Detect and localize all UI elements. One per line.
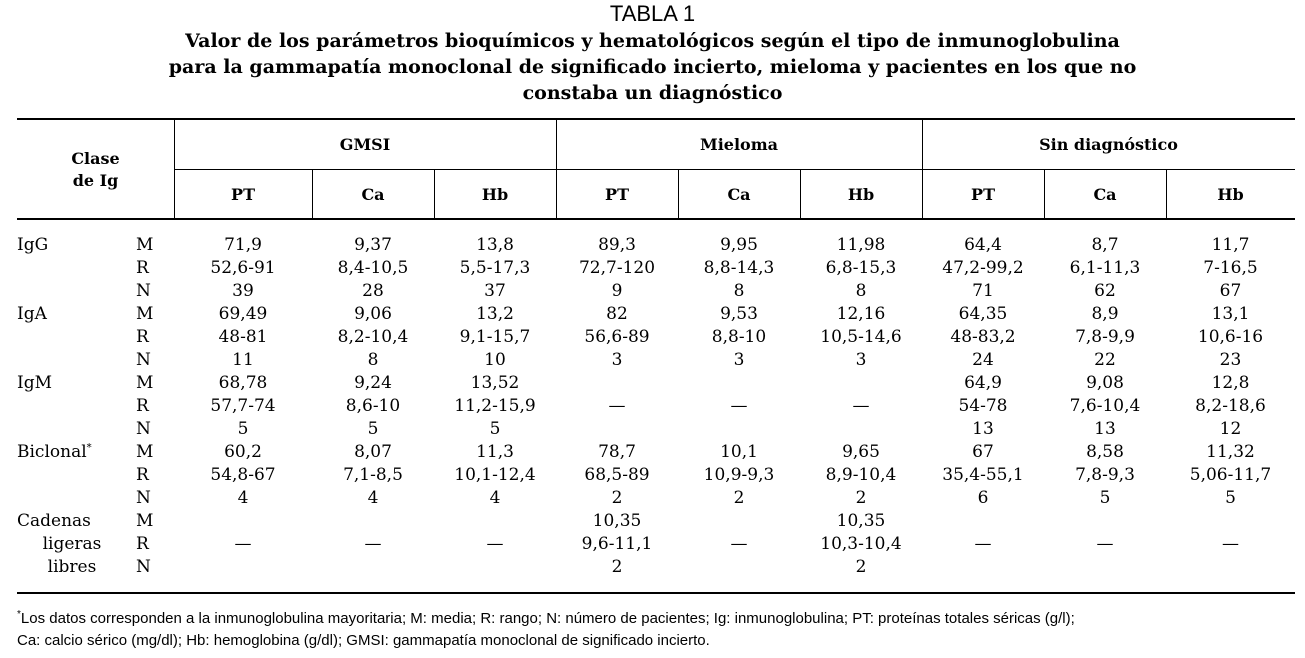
table-cell: 6,8-15,3 [825,258,897,278]
table-cell: 8 [367,350,379,370]
table-cell: — [486,534,504,554]
table-cell: 9,65 [842,442,880,462]
table-cell: 10,1 [720,442,758,462]
table-cell: 9,6-11,1 [581,534,653,554]
row-stat-label: R [136,396,149,416]
table-cell: 11,3 [476,442,514,462]
row-label-text: IgG [17,235,49,255]
table-cell: 3 [611,350,623,370]
table-cell: 8,6-10 [345,396,401,416]
header-clase-line-1: Clase [71,149,120,168]
table-cell: 12 [1219,419,1242,439]
row-stat-label: N [136,419,151,439]
table-cell: 10,3-10,4 [820,534,902,554]
header-col-hb: Hb [847,184,875,204]
table-cell: 8,9-10,4 [825,465,897,485]
table-cell: 2 [611,557,623,577]
row-sublabel: ligeras [42,534,102,554]
table-label: TABLA 1 [609,1,696,26]
header-group-gmsi: GMSI [339,134,391,154]
table-cell: 8,8-14,3 [703,258,775,278]
row-label-text: Biclonal [17,442,87,462]
table-cell: 82 [606,304,628,324]
table-cell: 22 [1094,350,1116,370]
table-cell: 69,49 [218,304,268,324]
table-cell: 56,6-89 [584,327,650,347]
header-col-ca: Ca [361,184,385,204]
table-cell: 60,2 [224,442,262,462]
table-cell: 71,9 [224,235,262,255]
table-cell: — [974,534,992,554]
footnote-marker: * [86,442,92,454]
table-cell: 2 [855,557,867,577]
table-cell: 67 [972,442,994,462]
table-cell: 8,9 [1091,304,1119,324]
table-cell: 3 [733,350,745,370]
table-cell: 4 [237,488,249,508]
header-col-hb: Hb [481,184,509,204]
footnote-line-2: Ca: calcio sérico (mg/dl); Hb: hemoglobina (g/dl); GMSI: gammapatía monoclonal de significado incierto. [17,632,710,649]
row-stat-label: M [136,304,154,324]
table-footnote [17,608,1295,652]
table-cell: 10,9-9,3 [703,465,775,485]
table-cell: 5,06-11,7 [1189,465,1272,485]
table-cell: 89,3 [598,235,636,255]
row-stat-label: R [136,534,149,554]
table-cell: 54,8-67 [210,465,276,485]
table-cell: 8,07 [354,442,392,462]
table-cell: 11,7 [1211,235,1250,255]
row-stat-label: N [136,488,151,508]
footnote-marker: * [17,609,21,620]
table-cell: 54-78 [958,396,1008,416]
table-cell: 4 [489,488,501,508]
header-group-mieloma: Mieloma [699,134,778,154]
table-cell: 48-81 [218,327,268,347]
table-cell: 2 [611,488,623,508]
table-cell: 4 [367,488,379,508]
table-cell: 9 [611,281,623,301]
table-cell: 10,5-14,6 [820,327,902,347]
table-cell: 8,7 [1091,235,1119,255]
table-cell: — [852,396,870,416]
table-cell: 48-83,2 [950,327,1016,347]
table-cell: 13,52 [470,373,520,393]
row-stat-label: M [136,373,154,393]
table-cell: 12,8 [1211,373,1250,393]
table-cell: 10,35 [836,511,886,531]
caption-line-2: para la gammapatía monoclonal de significado incierto, mieloma y pacientes en los que no [168,56,1137,78]
table-cell: 2 [855,488,867,508]
row-stat-label: M [136,511,154,531]
table-cell: 9,06 [354,304,392,324]
table-cell: — [234,534,252,554]
table-cell: — [730,534,748,554]
row-label-text: Cadenas [17,511,91,531]
table-cell: 8,8-10 [711,327,767,347]
table-cell: 8,2-10,4 [337,327,409,347]
table-caption [0,28,1305,106]
table-cell: 8,4-10,5 [337,258,409,278]
table-cell: 64,4 [964,235,1002,255]
table-cell: 10,1-12,4 [454,465,536,485]
table-cell: 47,2-99,2 [942,258,1024,278]
table-cell: 6 [977,488,989,508]
table-cell: 9,53 [720,304,758,324]
row-label-ig-class [17,372,52,395]
table-cell: 24 [972,350,994,370]
table-cell: 8 [855,281,867,301]
table-cell: 13 [1094,419,1116,439]
table-cell: 11,98 [836,235,886,255]
row-stat-label: M [136,235,154,255]
footnote-line-1-text: Los datos corresponden a la inmunoglobulina mayoritaria; M: media; R: rango; N: número de pacientes; Ig: inmunoglobulina; PT: proteínas totales séricas (g/l); [20,610,1075,627]
table-cell: 9,1-15,7 [459,327,531,347]
table-cell: 10,6-16 [1197,327,1264,347]
table-cell: 9,37 [354,235,392,255]
table-cell: 7,1-8,5 [343,465,403,485]
table-cell: 3 [855,350,867,370]
row-stat-label: N [136,281,151,301]
row-stat-label: R [136,465,149,485]
row-sublabel: libres [47,557,97,577]
table-cell: 5,5-17,3 [459,258,531,278]
table-cell: 68,5-89 [584,465,650,485]
table-cell: 8,2-18,6 [1195,396,1266,416]
header-col-pt: PT [231,184,255,204]
table-cell: 11,32 [1206,442,1255,462]
table-cell: 11,2-15,9 [454,396,536,416]
row-stat-label: N [136,557,151,577]
table-cell: 5 [1225,488,1236,508]
header-clase-de-ig [17,148,174,192]
table-cell: 7,8-9,3 [1075,465,1135,485]
table-cell: 6,1-11,3 [1069,258,1141,278]
table-cell: 37 [484,281,506,301]
table-cell: 10,35 [592,511,642,531]
table-cell: 5 [489,419,501,439]
header-col-pt: PT [605,184,629,204]
table-cell: 64,35 [958,304,1008,324]
table-cell: 9,08 [1086,373,1124,393]
row-label-text: IgM [17,373,53,393]
table-cell: 78,7 [598,442,636,462]
row-stat-label: R [136,327,149,347]
table-cell: 72,7-120 [578,258,656,278]
table-cell: — [364,534,382,554]
header-group-sin-diagnostico: Sin diagnóstico [1039,134,1178,154]
table-cell: — [1096,534,1114,554]
table-cell: — [608,396,626,416]
row-label-text: IgA [17,304,47,324]
caption-line-3: constaba un diagnóstico [522,82,783,104]
table-cell: 52,6-91 [210,258,276,278]
table-cell: 28 [362,281,384,301]
table-cell: — [1222,534,1239,554]
header-col-hb: Hb [1217,184,1244,204]
table-cell: 10 [484,350,506,370]
table-cell: 13 [972,419,994,439]
table-cell: 62 [1094,281,1116,301]
table-cell: 39 [232,281,254,301]
table-cell: 8 [733,281,745,301]
table-cell: 67 [1219,281,1242,301]
table-cell: 68,78 [218,373,268,393]
row-stat-label: M [136,442,154,462]
table-bottom-rule [17,592,1295,594]
row-stat-label: R [136,258,149,278]
table-cell: 12,16 [836,304,886,324]
table-cell: 9,24 [354,373,392,393]
header-col-ca: Ca [1093,184,1117,204]
footnote-line-1 [17,608,1295,630]
row-label-ig-class [17,303,47,326]
table-cell: 7-16,5 [1203,258,1258,278]
table-cell: 57,7-74 [210,396,276,416]
row-label-ig-class [17,234,48,257]
table-cell: 71 [972,281,994,301]
header-col-ca: Ca [727,184,751,204]
table-cell: 64,9 [964,373,1002,393]
caption-line-1: Valor de los parámetros bioquímicos y hematológicos según el tipo de inmunoglobulina [185,30,1120,52]
table-cell: 7,8-9,9 [1075,327,1135,347]
table-cell: 35,4-55,1 [942,465,1024,485]
header-clase-line-2: de Ig [72,171,119,190]
table-cell: 23 [1219,350,1242,370]
table-cell: 5 [237,419,249,439]
table-cell: 9,95 [720,235,758,255]
table-cell: 13,1 [1211,304,1250,324]
table-cell: 2 [733,488,745,508]
row-label-ig-class [17,510,91,533]
table-cell: 11 [232,350,254,370]
table-cell: 5 [1099,488,1111,508]
header-bottom-rule [17,218,1295,220]
table-cell: — [730,396,748,416]
table-cell: 5 [367,419,379,439]
table-cell: 13,2 [476,304,514,324]
row-label-ig-class [17,441,92,464]
row-stat-label: N [136,350,151,370]
header-col-pt: PT [971,184,995,204]
table-cell: 8,58 [1086,442,1124,462]
table-cell: 13,8 [476,235,514,255]
table-cell: 7,6-10,4 [1069,396,1141,416]
